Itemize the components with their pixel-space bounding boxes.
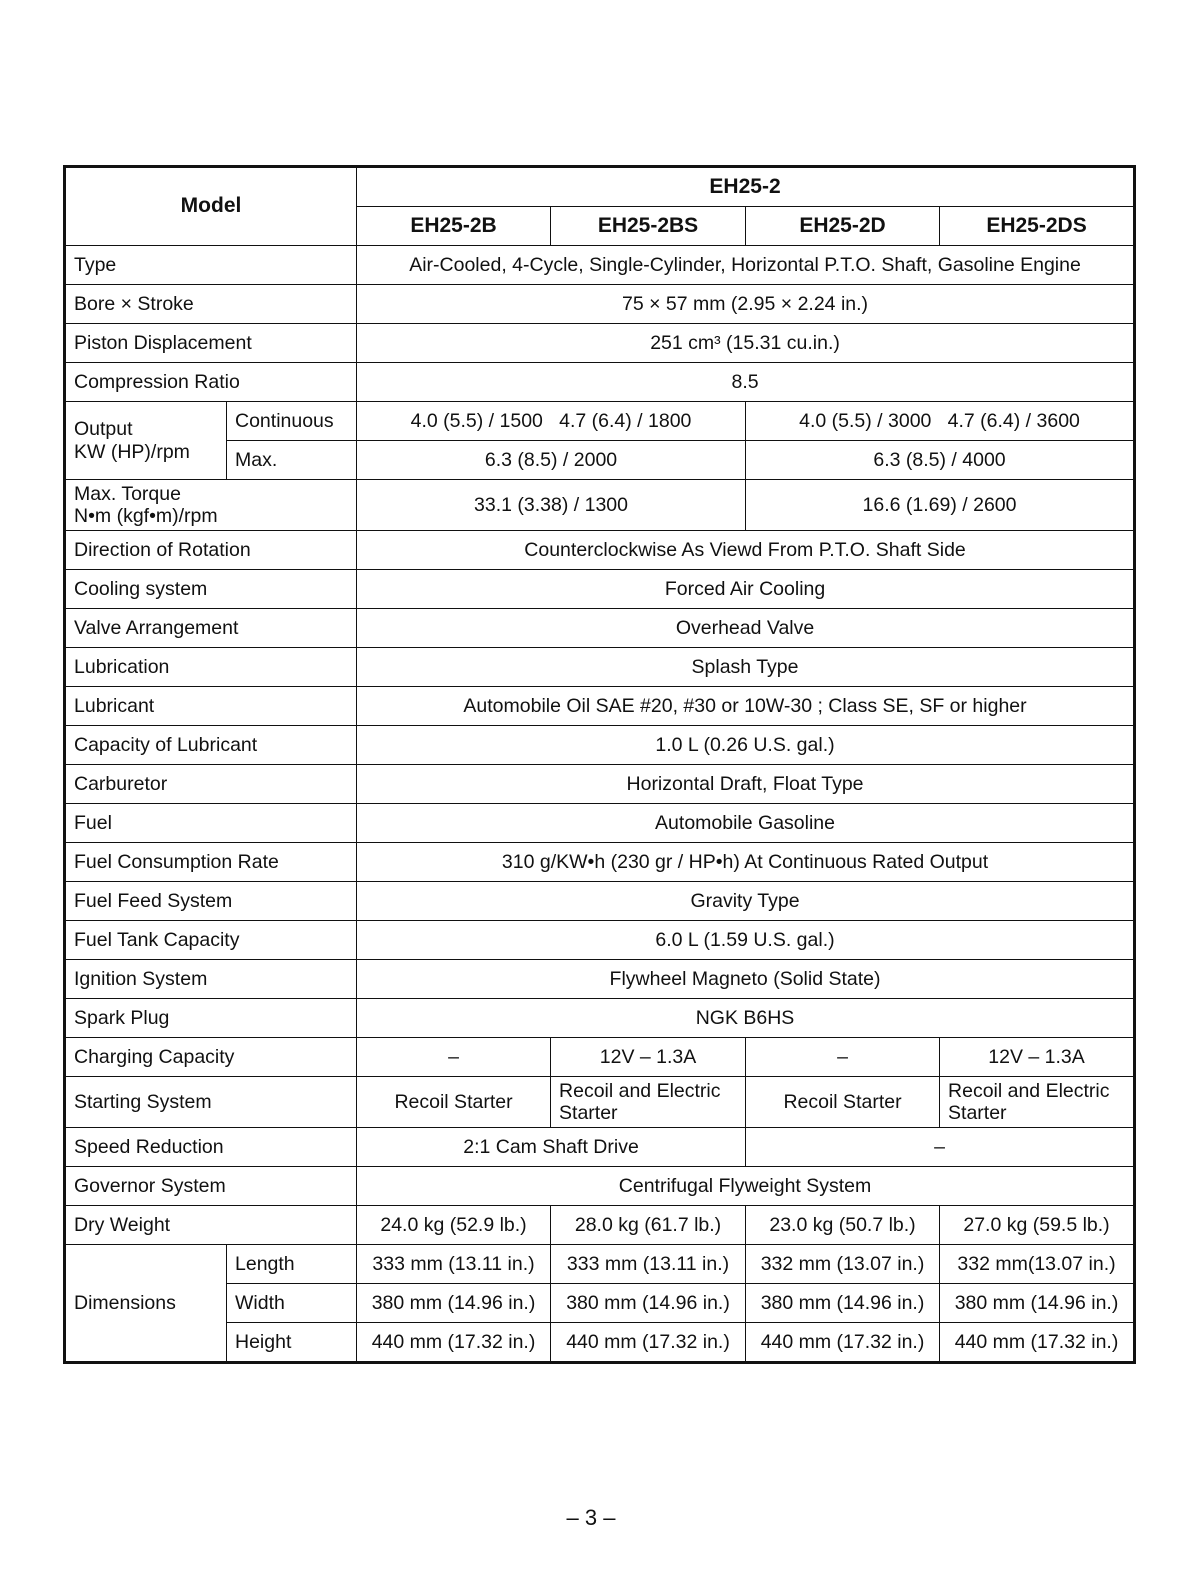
continuous-value-d: 4.0 (5.5) / 3000 4.7 (6.4) / 3600 xyxy=(746,402,1135,441)
row-label: Bore × Stroke xyxy=(65,285,357,324)
table-row xyxy=(65,1206,1135,1245)
row-value: 8.5 xyxy=(357,363,1135,402)
table-row xyxy=(65,765,1135,804)
table-row xyxy=(65,921,1135,960)
length-bs: 333 mm (13.11 in.) xyxy=(551,1245,746,1284)
speed-value-d: – xyxy=(746,1128,1135,1167)
table-row xyxy=(65,999,1135,1038)
table-row xyxy=(65,570,1135,609)
table-row xyxy=(65,609,1135,648)
speed-value-b: 2:1 Cam Shaft Drive xyxy=(357,1128,746,1167)
table-row xyxy=(65,1077,1135,1128)
dry-weight-bs: 28.0 kg (61.7 lb.) xyxy=(551,1206,746,1245)
row-label: Starting System xyxy=(65,1077,357,1128)
table-row xyxy=(65,960,1135,999)
row-value: 251 cm³ (15.31 cu.in.) xyxy=(357,324,1135,363)
row-label: Lubrication xyxy=(65,648,357,687)
length-ds: 332 mm(13.07 in.) xyxy=(940,1245,1135,1284)
row-label: Direction of Rotation xyxy=(65,531,357,570)
row-value: Centrifugal Flyweight System xyxy=(357,1167,1135,1206)
table-row xyxy=(65,285,1135,324)
width-bs: 380 mm (14.96 in.) xyxy=(551,1284,746,1323)
height-label: Height xyxy=(227,1323,357,1363)
torque-value-d: 16.6 (1.69) / 2600 xyxy=(746,480,1135,531)
table-row xyxy=(65,480,1135,531)
row-label: Charging Capacity xyxy=(65,1038,357,1077)
row-value: Splash Type xyxy=(357,648,1135,687)
row-value: Overhead Valve xyxy=(357,609,1135,648)
row-value: 6.0 L (1.59 U.S. gal.) xyxy=(357,921,1135,960)
variant-header-d: EH25-2D xyxy=(746,207,940,246)
row-value: 310 g/KW•h (230 gr / HP•h) At Continuous Rated Output xyxy=(357,843,1135,882)
row-label: Type xyxy=(65,246,357,285)
row-label: Compression Ratio xyxy=(65,363,357,402)
model-header: Model xyxy=(65,167,357,246)
starting-b: Recoil Starter xyxy=(357,1077,551,1128)
table-row xyxy=(65,726,1135,765)
table-row xyxy=(65,246,1135,285)
table-row xyxy=(65,324,1135,363)
dry-weight-b: 24.0 kg (52.9 lb.) xyxy=(357,1206,551,1245)
row-label: Governor System xyxy=(65,1167,357,1206)
max-label: Max. xyxy=(227,441,357,480)
row-value: Air-Cooled, 4-Cycle, Single-Cylinder, Horizontal P.T.O. Shaft, Gasoline Engine xyxy=(357,246,1135,285)
output-label xyxy=(65,402,227,480)
table-row xyxy=(65,402,1135,441)
row-value: Counterclockwise As Viewd From P.T.O. Shaft Side xyxy=(357,531,1135,570)
table-row xyxy=(65,531,1135,570)
height-b: 440 mm (17.32 in.) xyxy=(357,1323,551,1363)
width-label: Width xyxy=(227,1284,357,1323)
row-value: Horizontal Draft, Float Type xyxy=(357,765,1135,804)
width-b: 380 mm (14.96 in.) xyxy=(357,1284,551,1323)
row-label: Carburetor xyxy=(65,765,357,804)
row-label: Fuel Feed System xyxy=(65,882,357,921)
length-b: 333 mm (13.11 in.) xyxy=(357,1245,551,1284)
torque-label-line1: Max. Torque xyxy=(74,482,181,505)
series-header: EH25-2 xyxy=(357,167,1135,207)
height-bs: 440 mm (17.32 in.) xyxy=(551,1323,746,1363)
starting-d: Recoil Starter xyxy=(746,1077,940,1128)
row-label: Lubricant xyxy=(65,687,357,726)
torque-value-b: 33.1 (3.38) / 1300 xyxy=(357,480,746,531)
max-value-d: 6.3 (8.5) / 4000 xyxy=(746,441,1135,480)
row-value: Gravity Type xyxy=(357,882,1135,921)
torque-label-line2: N•m (kgf•m)/rpm xyxy=(74,505,218,527)
row-label: Valve Arrangement xyxy=(65,609,357,648)
length-d: 332 mm (13.07 in.) xyxy=(746,1245,940,1284)
charging-d: – xyxy=(746,1038,940,1077)
width-ds: 380 mm (14.96 in.) xyxy=(940,1284,1135,1323)
table-row xyxy=(65,1245,1135,1284)
width-d: 380 mm (14.96 in.) xyxy=(746,1284,940,1323)
row-label: Capacity of Lubricant xyxy=(65,726,357,765)
table-row xyxy=(65,1128,1135,1167)
starting-ds: Recoil and Electric Starter xyxy=(940,1077,1135,1128)
dry-weight-d: 23.0 kg (50.7 lb.) xyxy=(746,1206,940,1245)
row-value: Forced Air Cooling xyxy=(357,570,1135,609)
table-row xyxy=(65,882,1135,921)
continuous-label: Continuous xyxy=(227,402,357,441)
row-label: Cooling system xyxy=(65,570,357,609)
output-label-line1: Output xyxy=(74,418,133,441)
row-label: Fuel xyxy=(65,804,357,843)
torque-label xyxy=(65,480,357,531)
row-label: Ignition System xyxy=(65,960,357,999)
max-value-b: 6.3 (8.5) / 2000 xyxy=(357,441,746,480)
height-ds: 440 mm (17.32 in.) xyxy=(940,1323,1135,1363)
height-d: 440 mm (17.32 in.) xyxy=(746,1323,940,1363)
dimensions-label: Dimensions xyxy=(65,1245,227,1363)
row-label: Fuel Tank Capacity xyxy=(65,921,357,960)
variant-header-b: EH25-2B xyxy=(357,207,551,246)
table-row xyxy=(65,1038,1135,1077)
spec-table xyxy=(63,165,1136,1364)
row-label: Spark Plug xyxy=(65,999,357,1038)
table-row xyxy=(65,648,1135,687)
row-value: NGK B6HS xyxy=(357,999,1135,1038)
charging-ds: 12V – 1.3A xyxy=(940,1038,1135,1077)
output-label-line2: KW (HP)/rpm xyxy=(74,440,190,463)
table-row xyxy=(65,843,1135,882)
row-label: Speed Reduction xyxy=(65,1128,357,1167)
table-row xyxy=(65,687,1135,726)
row-label: Fuel Consumption Rate xyxy=(65,843,357,882)
table-row xyxy=(65,1167,1135,1206)
row-label: Piston Displacement xyxy=(65,324,357,363)
length-label: Length xyxy=(227,1245,357,1284)
table-row xyxy=(65,363,1135,402)
row-value: Automobile Oil SAE #20, #30 or 10W-30 ; Class SE, SF or higher xyxy=(357,687,1135,726)
row-value: Flywheel Magneto (Solid State) xyxy=(357,960,1135,999)
table-row xyxy=(65,804,1135,843)
row-label: Dry Weight xyxy=(65,1206,357,1245)
starting-bs: Recoil and Electric Starter xyxy=(551,1077,746,1128)
charging-b: – xyxy=(357,1038,551,1077)
row-value: Automobile Gasoline xyxy=(357,804,1135,843)
variant-header-bs: EH25-2BS xyxy=(551,207,746,246)
variant-header-ds: EH25-2DS xyxy=(940,207,1135,246)
row-value: 1.0 L (0.26 U.S. gal.) xyxy=(357,726,1135,765)
page-number: – 3 – xyxy=(566,1505,616,1530)
row-value: 75 × 57 mm (2.95 × 2.24 in.) xyxy=(357,285,1135,324)
charging-bs: 12V – 1.3A xyxy=(551,1038,746,1077)
dry-weight-ds: 27.0 kg (59.5 lb.) xyxy=(940,1206,1135,1245)
continuous-value-b: 4.0 (5.5) / 1500 4.7 (6.4) / 1800 xyxy=(357,402,746,441)
